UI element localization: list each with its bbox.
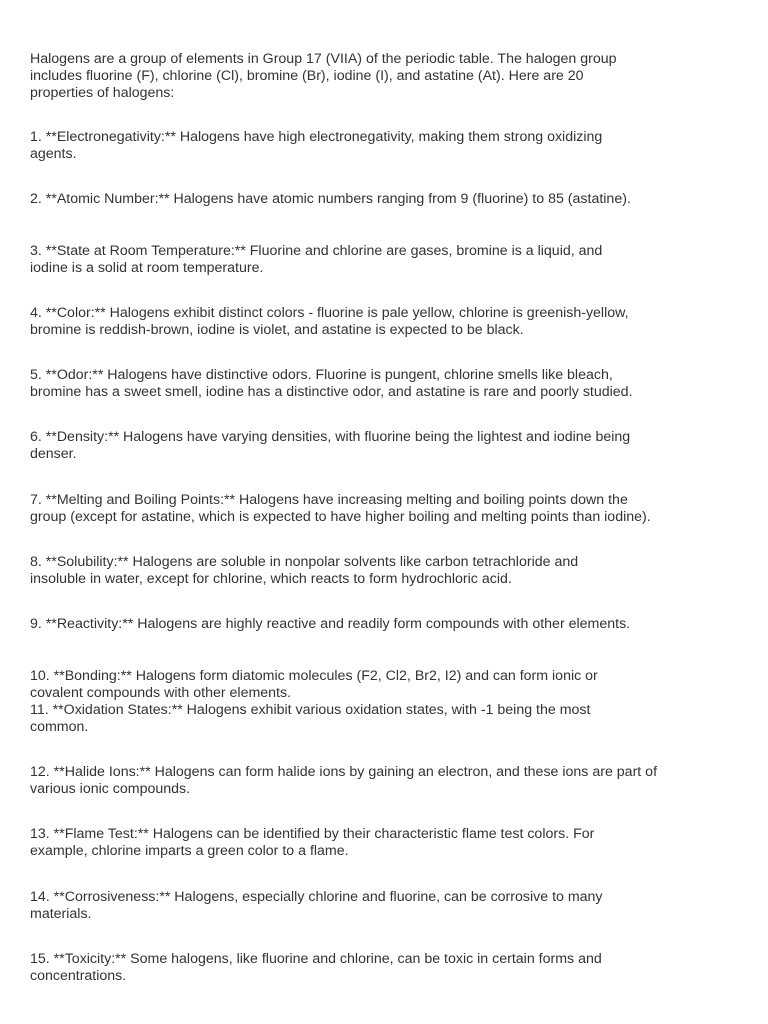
text-line: iodine is a solid at room temperature. [30,260,264,276]
property-color [30,305,730,339]
text-line: includes fluorine (F), chlorine (Cl), bromine (Br), iodine (I), and astatine (At). Here are 20 [30,68,584,84]
property-halide-ions [30,764,730,798]
text-line: Halogens are a group of elements in Group 17 (VIIA) of the periodic table. The halogen group [30,51,617,67]
text-line: bromine is reddish-brown, iodine is violet, and astatine is expected to be black. [30,322,524,338]
text-line: insoluble in water, except for chlorine, which reacts to form hydrochloric acid. [30,571,512,587]
property-bonding-oxidation [30,668,730,736]
property-odor [30,367,730,401]
property-melting-boiling [30,492,730,526]
text-line: 3. **State at Room Temperature:** Fluorine and chlorine are gases, bromine is a liquid, and [30,243,603,259]
text-line: 2. **Atomic Number:** Halogens have atomic numbers ranging from 9 (fluorine) to 85 (astatine). [30,191,631,207]
text-line: group (except for astatine, which is expected to have higher boiling and melting points than iodine). [30,509,651,525]
text-line: 5. **Odor:** Halogens have distinctive odors. Fluorine is pungent, chlorine smells like bleach, [30,367,613,383]
text-line: bromine has a sweet smell, iodine has a distinctive odor, and astatine is rare and poorly studied. [30,384,633,400]
property-reactivity [30,616,730,633]
text-line: 15. **Toxicity:** Some halogens, like fluorine and chlorine, can be toxic in certain forms and [30,951,602,967]
text-line: 10. **Bonding:** Halogens form diatomic molecules (F2, Cl2, Br2, I2) and can form ionic or [30,668,598,684]
text-line: 11. **Oxidation States:** Halogens exhibit various oxidation states, with -1 being the most [30,702,591,718]
property-flame-test [30,826,730,860]
text-line: 6. **Density:** Halogens have varying densities, with fluorine being the lightest and iodine being [30,429,631,445]
text-line: 12. **Halide Ions:** Halogens can form halide ions by gaining an electron, and these ions are part of [30,764,658,780]
text-line: 1. **Electronegativity:** Halogens have high electronegativity, making them strong oxidizing [30,129,603,145]
text-line: concentrations. [30,968,127,984]
property-atomic-number [30,191,730,208]
property-solubility [30,554,730,588]
property-corrosiveness [30,889,730,923]
text-line: materials. [30,906,92,922]
text-line: example, chlorine imparts a green color to a flame. [30,843,349,859]
property-toxicity [30,951,730,985]
text-line: 7. **Melting and Boiling Points:** Halogens have increasing melting and boiling points down the [30,492,628,508]
text-line: denser. [30,446,77,462]
text-line: 4. **Color:** Halogens exhibit distinct colors - fluorine is pale yellow, chlorine is greenish-yellow, [30,305,629,321]
text-line: 14. **Corrosiveness:** Halogens, especially chlorine and fluorine, can be corrosive to many [30,889,603,905]
text-line: covalent compounds with other elements. [30,685,292,701]
intro-paragraph [30,51,730,102]
text-line: various ionic compounds. [30,781,191,797]
text-line: 8. **Solubility:** Halogens are soluble in nonpolar solvents like carbon tetrachloride and [30,554,579,570]
property-density [30,429,730,463]
text-line: agents. [30,146,77,162]
text-line: 9. **Reactivity:** Halogens are highly reactive and readily form compounds with other elements. [30,616,631,632]
text-line: properties of halogens: [30,85,175,101]
property-electronegativity [30,129,730,163]
text-line: 13. **Flame Test:** Halogens can be identified by their characteristic flame test colors. For [30,826,595,842]
text-line: common. [30,719,89,735]
property-state [30,243,730,277]
